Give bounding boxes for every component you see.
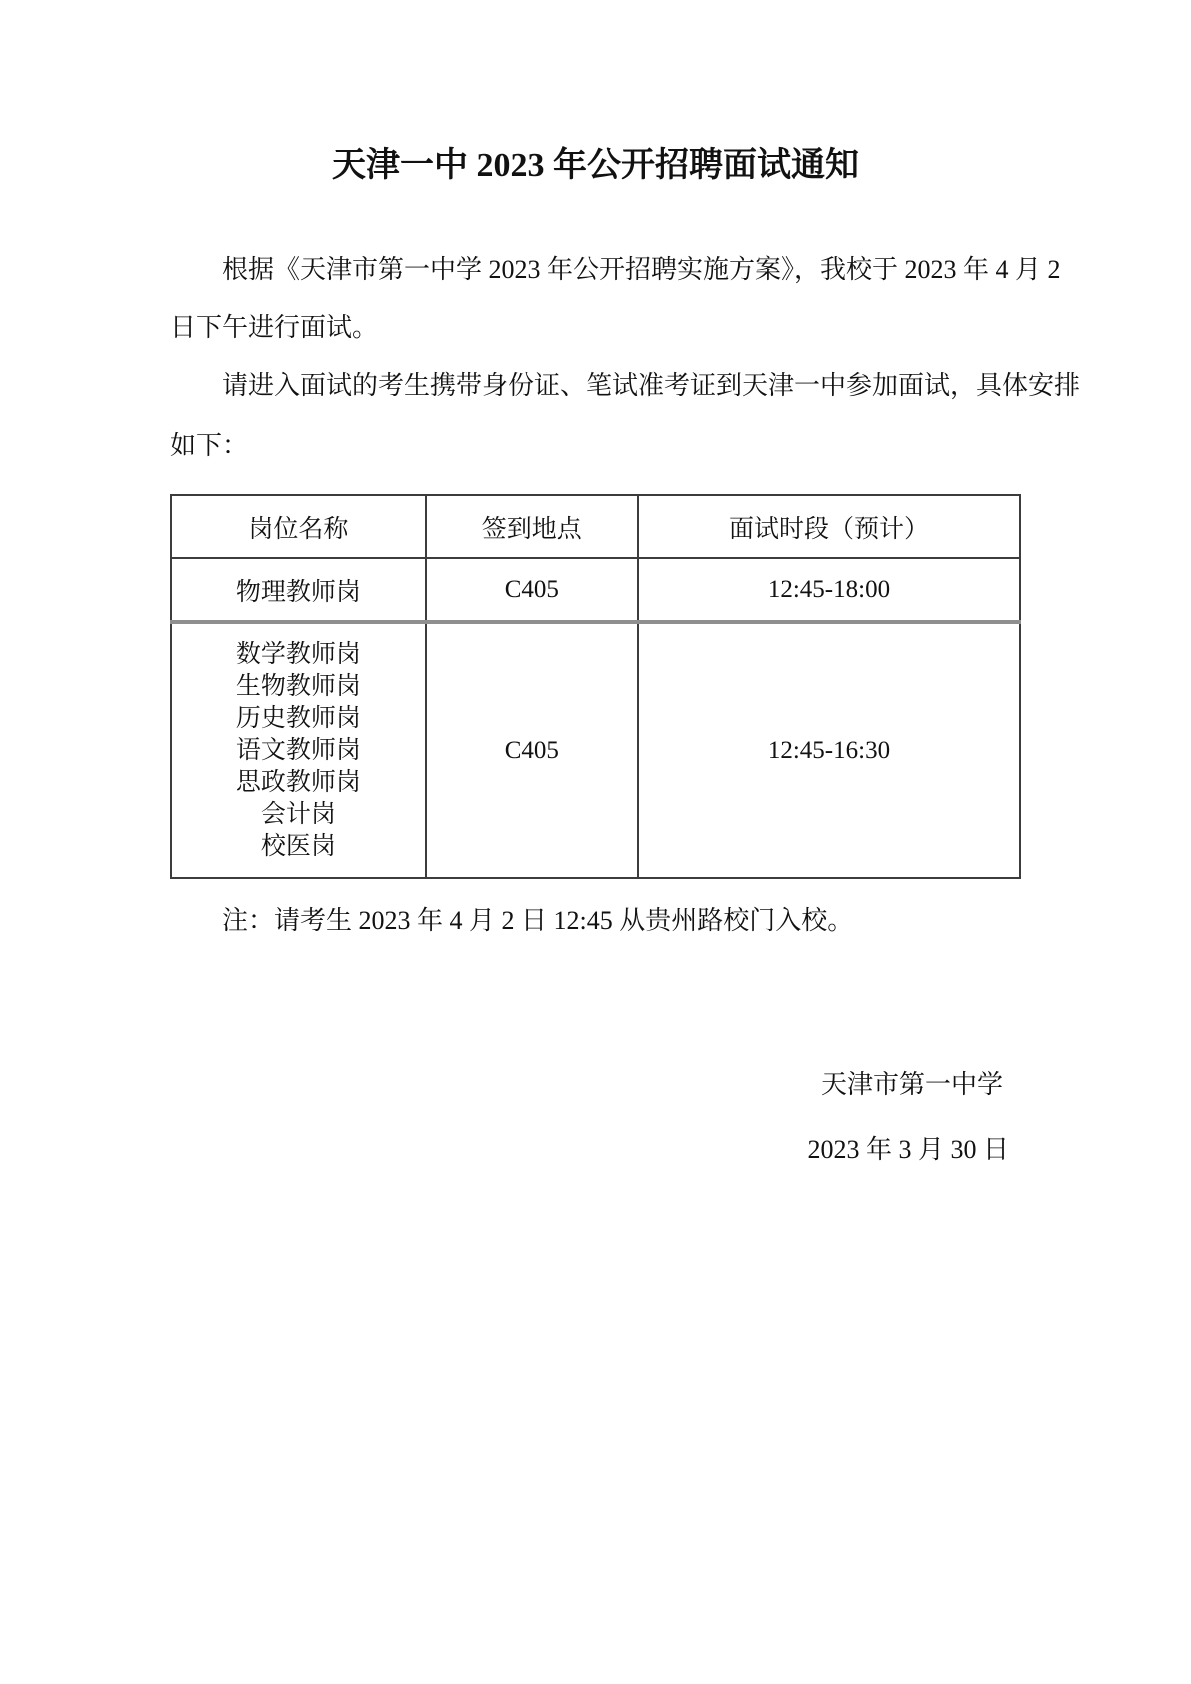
position-item: 语文教师岗 — [235, 736, 361, 764]
cell-checkin-location: C405 — [426, 622, 638, 878]
cell-checkin-location: C405 — [426, 558, 638, 622]
paragraph-1-line-2: 日下午进行面试。 — [170, 313, 379, 342]
interview-schedule-table — [170, 494, 1021, 879]
paragraph-1-line-1: 根据《天津市第一中学 2023 年公开招聘实施方案》，我校于 2023 年 4 月 2 — [222, 255, 1061, 284]
cell-interview-time: 12:45-16:30 — [638, 622, 1020, 878]
header-checkin-location: 签到地点 — [426, 495, 638, 558]
position-item: 会计岗 — [260, 800, 336, 828]
paragraph-2-line-1: 请进入面试的考生携带身份证、笔试准考证到天津一中参加面试，具体安排 — [222, 371, 1081, 400]
paragraph-2-line-2: 如下： — [170, 431, 249, 460]
cell-position-list — [171, 622, 426, 878]
note-text: 注：请考生 2023 年 4 月 2 日 12:45 从贵州路校门入校。 — [222, 906, 854, 935]
signature-date: 2023 年 3 月 30 日 — [807, 1135, 1009, 1164]
header-interview-time: 面试时段（预计） — [638, 495, 1020, 558]
cell-position-name: 物理教师岗 — [171, 558, 426, 622]
header-position-name: 岗位名称 — [171, 495, 426, 558]
position-item: 历史教师岗 — [235, 704, 361, 732]
position-item: 校医岗 — [260, 832, 336, 860]
document-title: 天津一中 2023 年公开招聘面试通知 — [332, 147, 859, 184]
table-row-other-positions — [171, 622, 1020, 878]
position-item: 思政教师岗 — [235, 768, 361, 796]
position-item: 生物教师岗 — [235, 672, 361, 700]
table-row-physics — [171, 558, 1020, 622]
table-header-row — [171, 495, 1020, 558]
position-item: 数学教师岗 — [235, 640, 361, 668]
cell-interview-time: 12:45-18:00 — [638, 558, 1020, 622]
signature-organization: 天津市第一中学 — [820, 1070, 1003, 1099]
